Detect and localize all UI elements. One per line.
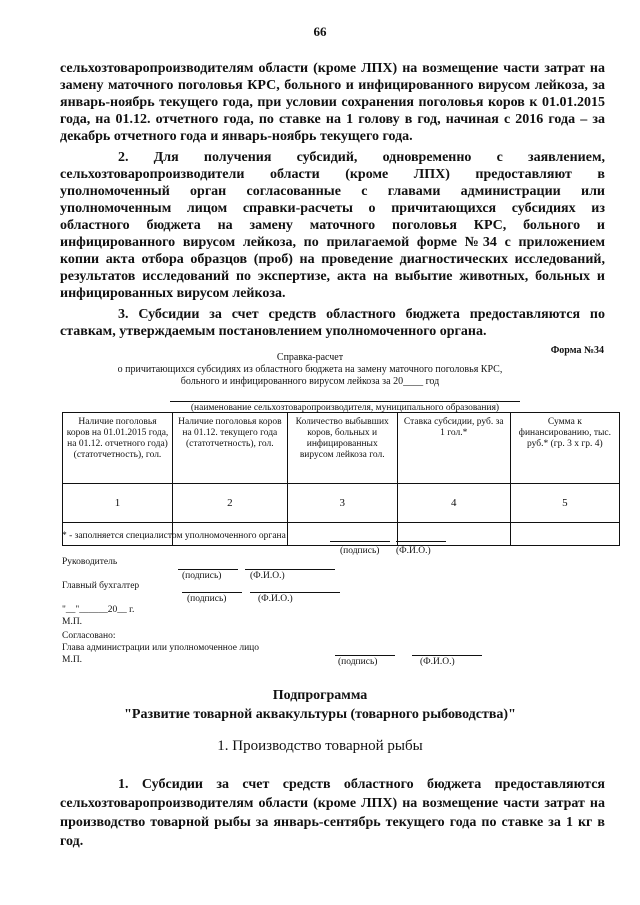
header-cell: Ставка субсидии, руб. за 1 гол.* (397, 413, 510, 484)
col-number: 2 (172, 484, 287, 523)
empty-cell (510, 523, 619, 546)
paragraph-2: 2. Для получения субсидий, одновременно с заявлением, сельхозтоваропроизводители области (кроме ЛПХ) предоставляют в уполномоченный орган согласованные с главами администрации или уполномоченным лицом справки-расчеты о причитающихся субсидиях из областного бюджета на замену маточного поголовья КРС, больного и инфицированного вирусом лейкоза, по прилагаемой форме №34 с приложением копии акта отбора образцов (проб) на проведение диагностических исследований, результатов исследований по экспертизе, акта на выбытие животных, больных и инфицированных вирусом лейкоза. (60, 150, 605, 301)
col-number: 5 (510, 484, 619, 523)
signature-line (330, 531, 390, 542)
fio-line (245, 569, 335, 570)
signature-caption: (подпись) (182, 571, 222, 581)
form-number: Форма №34 (550, 345, 604, 356)
stamp-place: М.П. (62, 655, 83, 665)
header-cell: Количество выбывших коров, больных и инфицированных вирусом лейкоза гол. (287, 413, 397, 484)
table-footnote: * - заполняется специалистом уполномоченного органа (62, 531, 286, 541)
fio-caption: (Ф.И.О.) (420, 657, 455, 667)
subprogram-label: Подпрограмма (272, 688, 368, 703)
text-block-bottom (60, 775, 605, 851)
col-number: 3 (287, 484, 397, 523)
signature-caption: (подпись) (187, 594, 227, 604)
head-label: Руководитель (62, 557, 118, 567)
page-number: 66 (313, 24, 327, 39)
form-title-line-2: о причитающихся субсидиях из областного бюджета на замену маточного поголовья КРС, (117, 364, 503, 375)
signature-caption: (подпись) (340, 546, 380, 556)
agreed-label: Согласовано: (62, 631, 116, 641)
stamp-place: М.П. (62, 617, 83, 627)
signature-line (182, 592, 242, 593)
admin-head-label: Глава администрации или уполномоченное лицо (62, 643, 260, 653)
signature-line (178, 569, 238, 570)
producer-name-caption: (наименование сельхозтоваропроизводителя, муниципального образования) (170, 401, 520, 413)
signature-caption: (подпись) (338, 657, 378, 667)
col-number: 4 (397, 484, 510, 523)
form-title-line-3: больного и инфицированного вирусом лейкоза за 20____ год (180, 376, 440, 387)
header-cell: Сумма к финансированию, тыс. руб.* (гр. 3 х гр. 4) (510, 413, 619, 484)
calculation-table (62, 412, 620, 546)
fio-caption: (Ф.И.О.) (396, 546, 431, 556)
paragraph-continuation: сельхозтоваропроизводителям области (кроме ЛПХ) на возмещение части затрат на замену маточного поголовья КРС, больного и инфицированного вирусом лейкоза, за январь-ноябрь текущего года, при условии сохранения поголовья коров к 01.01.2015 года, на 01.12. отчетного года, по ставке на 1 голову в год, начиная с 2016 года – за декабрь отчетного года и январь-ноябрь текущего года. (60, 61, 605, 144)
text-block-top (60, 60, 605, 340)
form-title (90, 352, 530, 388)
signature-line (335, 655, 395, 656)
header-cell: Наличие поголовья коров на 01.12. текущего года (статотчетность), гол. (172, 413, 287, 484)
paragraph-subprogram-1: 1. Субсидии за счет средств областного бюджета предоставляются сельхозтоваропроизводителям области (кроме ЛПХ) на возмещение части затрат на производство товарной рыбы за январь-сентябрь текущего года по ставке за 1 кг в год. (60, 777, 605, 849)
form-title-line-1: Справка-расчет (276, 352, 344, 363)
fio-caption: (Ф.И.О.) (258, 594, 293, 604)
paragraph-3: 3. Субсидии за счет средств областного бюджета предоставляются по ставкам, утверждаемым постановлением уполномоченного органа. (60, 307, 605, 339)
section-heading: 1. Производство товарной рыбы (217, 738, 423, 754)
accountant-label: Главный бухгалтер (62, 581, 140, 591)
table-header-row (63, 413, 620, 484)
subprogram-title: "Развитие товарной аквакультуры (товарного рыбоводства)" (124, 707, 516, 722)
fio-line (396, 531, 446, 542)
fio-caption: (Ф.И.О.) (250, 571, 285, 581)
header-cell: Наличие поголовья коров на 01.01.2015 года, на 01.12. отчетного года) (статотчетность), гол. (63, 413, 173, 484)
fio-line (250, 592, 340, 593)
col-number: 1 (63, 484, 173, 523)
table-row (63, 484, 620, 523)
fio-line (412, 655, 482, 656)
date-line: "__"______20__ г. (62, 605, 135, 615)
